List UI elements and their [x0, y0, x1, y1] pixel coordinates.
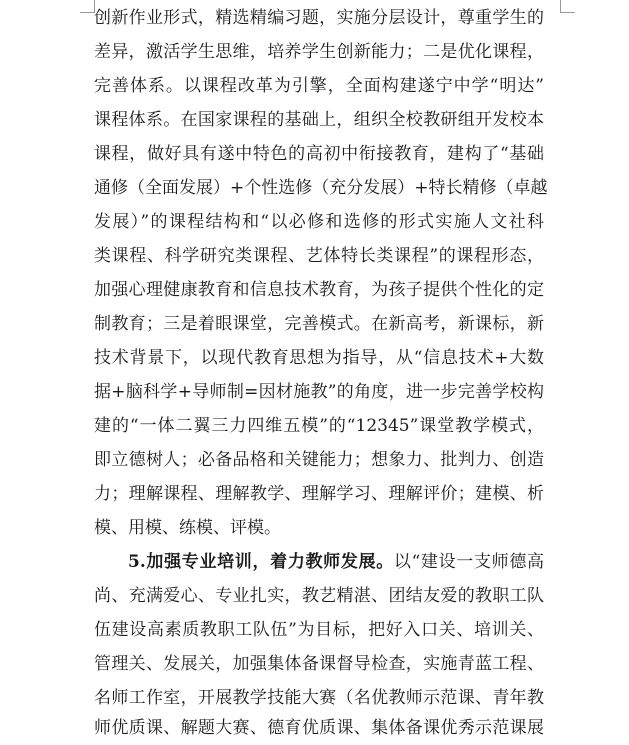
text-line: 加强心理健康教育和信息技术教育，为孩子提供个性化的定	[94, 280, 544, 300]
text-span: 以“建设一支师德高	[393, 552, 544, 572]
page-corner-mark-left	[80, 0, 95, 13]
text-line: 创新作业形式，精选精编习题，实施分层设计，尊重学生的	[94, 8, 544, 28]
text-line: 尚、充满爱心、专业扎实，教艺精湛、团结友爱的教职工队	[94, 586, 544, 606]
text-line: 管理关、发展关，加强集体备课督导检查，实施青蓝工程、	[94, 654, 544, 674]
paragraph-first-line	[128, 545, 544, 579]
text-line: 通修（全面发展）+个性选修（充分发展）+特长精修（卓越	[94, 178, 548, 198]
text-line: 差异，激活学生思维，培养学生创新能力；二是优化课程，	[94, 42, 544, 62]
text-line: 据+脑科学+导师制=因材施教”的角度，进一步完善学校构	[94, 382, 544, 402]
text-line: 发展）”的课程结构和“以必修和选修的形式实施人文社科	[94, 212, 544, 232]
text-line: 即立德树人；必备品格和关键能力；想象力、批判力、创造	[94, 450, 544, 470]
text-line: 技术背景下，以现代教育思想为指导，从“信息技术+大数	[94, 348, 544, 368]
text-line: 师优质课、解题大赛、德育优质课、集体备课优秀示范课展	[94, 718, 544, 738]
text-line: 力；理解课程、理解教学、理解学习、理解评价；建模、析	[94, 484, 544, 504]
text-line: 伍建设高素质教职工队伍”为目标，把好入口关、培训关、	[94, 620, 544, 640]
text-line: 建的“一体二翼三力四维五模”的“12345”课堂教学模式，	[94, 416, 544, 436]
text-line: 课程体系。在国家课程的基础上，组织全校教研组开发校本	[94, 110, 544, 130]
text-line: 类课程、科学研究类课程、艺体特长类课程”的课程形态，	[94, 246, 544, 266]
text-line: 课程，做好具有遂中特色的高初中衔接教育，建构了“基础	[94, 144, 544, 164]
text-line: 制教育；三是着眼课堂，完善模式。在新高考，新课标，新	[94, 314, 544, 334]
text-line: 完善体系。以课程改革为引擎，全面构建遂宁中学“明达”	[94, 76, 544, 96]
section-heading: 5.加强专业培训，着力教师发展。	[128, 552, 394, 572]
text-line: 模、用模、练模、评模。	[94, 518, 281, 538]
text-line: 名师工作室，开展教学技能大赛（名优教师示范课、青年教	[94, 688, 544, 708]
page-corner-mark-right	[560, 0, 575, 13]
